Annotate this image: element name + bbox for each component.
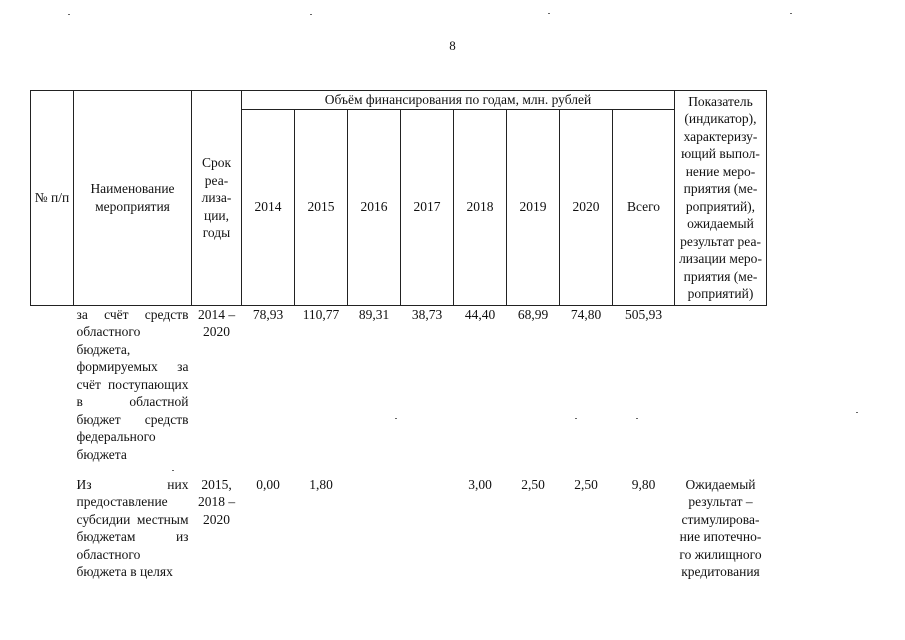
cell-name: Из них предоставление субсидии местным бюджетам из областного бюджета в целях bbox=[76, 476, 189, 579]
cell-value: 3,00 bbox=[468, 476, 492, 492]
cell-value: 38,73 bbox=[411, 306, 443, 322]
cell-value: 78,93 bbox=[252, 306, 284, 322]
header-year: 2019 bbox=[507, 109, 560, 305]
cell-value: 110,77 bbox=[302, 306, 340, 322]
cell-value: 74,80 bbox=[570, 306, 602, 322]
page-number: 8 bbox=[449, 38, 456, 53]
header-year: 2015 bbox=[295, 109, 348, 305]
cell-value bbox=[348, 476, 401, 581]
table-row bbox=[31, 305, 767, 476]
scan-speck bbox=[790, 13, 792, 14]
cell-term: 2014 – 2020 bbox=[197, 306, 236, 339]
cell-value bbox=[401, 476, 454, 581]
header-year: 2017 bbox=[401, 109, 454, 305]
cell-indicator bbox=[675, 305, 767, 476]
header-year: 2020 bbox=[560, 109, 613, 305]
cell-value: 1,80 bbox=[309, 476, 333, 492]
cell-name: за счёт средств областного бюджета, формируемых за счёт поступающих в областной бюджет средств федерального бюджета bbox=[76, 306, 189, 462]
cell-value: 2,50 bbox=[574, 476, 598, 492]
header-year: 2016 bbox=[348, 109, 401, 305]
header-year: 2018 bbox=[454, 109, 507, 305]
scan-speck bbox=[548, 13, 550, 14]
cell-value: 0,00 bbox=[256, 476, 280, 492]
cell-term: 2015, 2018 – 2020 bbox=[197, 476, 236, 527]
scan-speck bbox=[856, 412, 858, 413]
cell-no bbox=[31, 305, 74, 476]
cell-total: 9,80 bbox=[631, 476, 656, 492]
header-no: № п/п bbox=[31, 91, 74, 306]
header-year: 2014 bbox=[242, 109, 295, 305]
scan-speck bbox=[310, 14, 312, 15]
cell-value: 68,99 bbox=[517, 306, 549, 322]
cell-value: 44,40 bbox=[464, 306, 496, 322]
header-indicator: Показатель (индикатор), характеризующий выполнение мероприятия (мероприятий), ожидаемый результат реализации мероприятия (мероприятий) bbox=[675, 91, 767, 306]
header-term: Срок реализации, годы bbox=[192, 91, 242, 306]
cell-value: 89,31 bbox=[358, 306, 390, 322]
header-name: Наименование мероприятия bbox=[74, 91, 192, 306]
table-row bbox=[31, 476, 767, 581]
cell-value: 2,50 bbox=[521, 476, 545, 492]
financing-table bbox=[30, 90, 767, 581]
header-funding-group: Объём финансирования по годам, млн. рублей bbox=[242, 91, 675, 110]
header-total: Всего bbox=[613, 109, 675, 305]
cell-total: 505,93 bbox=[624, 306, 663, 322]
scan-speck bbox=[68, 14, 70, 15]
cell-no bbox=[31, 476, 74, 581]
cell-indicator: Ожидаемый результат – стимулирование ипотечного жилищного кредитования bbox=[679, 476, 762, 579]
